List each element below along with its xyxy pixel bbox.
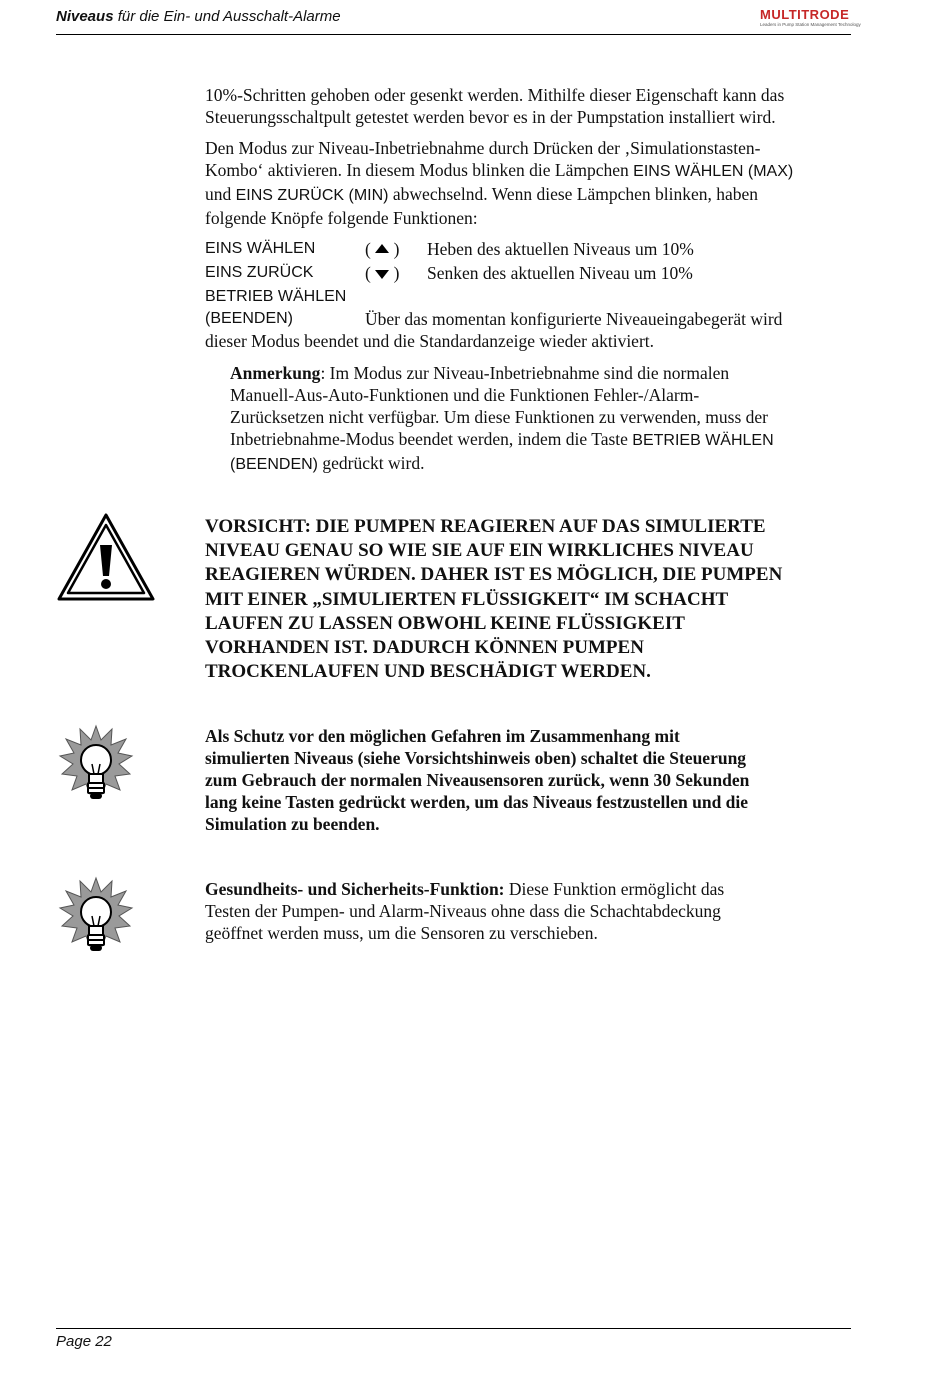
logo-tagline: Leaders in Pump Station Management Technology	[760, 22, 861, 27]
p1-line2: Steuerungsschaltpult getestet werden bevor es in der Pumpstation installiert wird.	[205, 107, 776, 127]
tip2-line3: geöffnet werden muss, um die Sensoren zu verschieben.	[205, 923, 598, 943]
note-line5	[230, 452, 850, 476]
note-line4-a: Inbetriebnahme-Modus beendet werden, indem die Taste	[230, 429, 633, 449]
p2-line2	[205, 159, 855, 183]
paren-close: )	[393, 263, 400, 283]
note-line5-b: gedrückt wird.	[318, 453, 425, 473]
lightbulb-icon	[58, 876, 134, 960]
key-label: EINS WÄHLEN	[205, 240, 316, 257]
caution-line: VORSICHT: DIE PUMPEN REAGIEREN AUF DAS SIMULIERTE	[205, 516, 766, 537]
tip1-line: zum Gebrauch der normalen Niveausensoren zurück, wenn 30 Sekunden	[205, 770, 750, 790]
key-desc: Über das momentan konfigurierte Niveaueingabegerät wird	[365, 309, 783, 329]
note-line5-a: (BEENDEN)	[230, 456, 319, 473]
tip-1-text	[205, 725, 825, 835]
p2-line3-b: EINS ZURÜCK (MIN)	[235, 187, 389, 204]
p2-line3-c: abwechselnd. Wenn diese Lämpchen blinken, haben	[388, 184, 759, 204]
logo-text: MULTITRODE	[760, 7, 850, 22]
note-line4	[230, 428, 850, 452]
key-row-betrieb	[205, 308, 855, 330]
betrieb-desc-line2: dieser Modus beendet und die Standardanzeige wieder aktiviert.	[205, 331, 655, 351]
tip1-line: Als Schutz vor den möglichen Gefahren im Zusammenhang mit	[205, 726, 680, 746]
page-number: Page 22	[56, 1333, 112, 1350]
paren-open: (	[365, 263, 371, 283]
footer-rule	[56, 1328, 851, 1329]
paren-close: )	[393, 239, 400, 259]
caution-line: TROCKENLAUFEN UND BESCHÄDIGT WERDEN.	[205, 661, 651, 683]
caution-line: LAUFEN ZU LASSEN OBWOHL KEINE FLÜSSIGKEIT	[205, 612, 685, 634]
tip2-line2: Testen der Pumpen- und Alarm-Niveaus ohne dass die Schachtabdeckung	[205, 901, 721, 921]
key-desc: Senken des aktuellen Niveau um 10%	[427, 263, 693, 283]
note-line1-text: : Im Modus zur Niveau-Inbetriebnahme sind die normalen	[320, 363, 730, 383]
tip1-line: simulierten Niveaus (siehe Vorsichtshinweis oben) schaltet die Steuerung	[205, 748, 747, 768]
p1-line1: 10%-Schritten gehoben oder gesenkt werden. Mithilfe dieser Eigenschaft kann das	[205, 85, 785, 105]
note-line1	[230, 362, 850, 384]
p2-line4: folgende Knöpfe folgende Funktionen:	[205, 208, 478, 228]
p2-line3-a: und	[205, 184, 236, 204]
tip1-line: lang keine Tasten gedrückt werden, um das Niveaus festzustellen und die	[205, 792, 749, 812]
caution-line: VORHANDEN IST. DADURCH KÖNNEN PUMPEN	[205, 637, 644, 659]
arrow-down-group	[365, 262, 399, 284]
warning-icon	[56, 512, 156, 602]
key-label: EINS ZURÜCK	[205, 264, 314, 281]
multitrode-logo	[760, 7, 861, 36]
note-line3: Zurücksetzen nicht verfügbar. Um diese Funktionen zu verwenden, muss der	[230, 407, 768, 427]
header-title-rest: für die Ein- und Ausschalt-Alarme	[113, 8, 341, 25]
arrow-up-icon	[375, 244, 389, 254]
key-label: BETRIEB WÄHLEN	[205, 288, 347, 305]
tip2-label: Gesundheits- und Sicherheits-Funktion:	[205, 879, 505, 899]
tip1-line: Simulation zu beenden.	[205, 814, 380, 834]
p2-line3	[205, 183, 855, 207]
caution-line: NIVEAU GENAU SO WIE SIE AUF EIN WIRKLICHES NIVEAU	[205, 540, 754, 562]
key-row-down	[205, 262, 855, 284]
paragraph-1	[205, 84, 784, 128]
tip2-line1	[205, 878, 825, 900]
p2-line1: Den Modus zur Niveau-Inbetriebnahme durch Drücken der ‚Simulationstasten-	[205, 138, 761, 158]
note-line4-b: BETRIEB WÄHLEN	[632, 432, 774, 449]
tip2-line1-text: Diese Funktion ermöglicht das	[504, 879, 725, 899]
header-title	[56, 8, 341, 25]
caution-line: REAGIEREN WÜRDEN. DAHER IST ES MÖGLICH, DIE PUMPEN	[205, 564, 783, 586]
lightbulb-icon	[58, 724, 134, 808]
key-row-up	[205, 238, 855, 260]
p2-line2-a: Kombo‘ aktivieren. In diesem Modus blinken die Lämpchen	[205, 160, 634, 180]
caution-text	[205, 515, 850, 684]
header-title-bold: Niveaus	[56, 8, 114, 25]
key-row-betrieb-label	[205, 286, 855, 308]
tip-2-text	[205, 878, 825, 944]
arrow-up-group	[365, 238, 399, 260]
p2-line2-b: EINS WÄHLEN (MAX)	[633, 163, 794, 180]
caution-line: MIT EINER „SIMULIERTEN FLÜSSIGKEIT“ IM SCHACHT	[205, 588, 729, 610]
arrow-down-icon	[375, 269, 389, 279]
key-label-2: (BEENDEN)	[205, 310, 294, 327]
note-block	[230, 362, 850, 476]
key-desc: Heben des aktuellen Niveaus um 10%	[427, 239, 694, 259]
note-label: Anmerkung	[230, 363, 321, 383]
note-line2: Manuell-Aus-Auto-Funktionen und die Funktionen Fehler-/Alarm-	[230, 385, 700, 405]
header-rule	[56, 34, 851, 35]
paren-open: (	[365, 239, 371, 259]
paragraph-2	[205, 137, 855, 229]
